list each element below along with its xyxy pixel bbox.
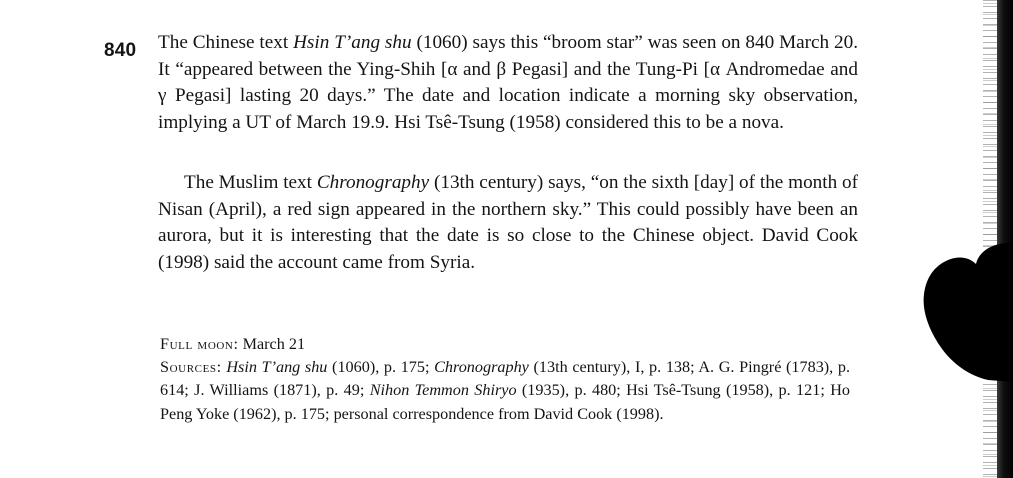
scan-ink-blot: [918, 242, 1013, 382]
sources-title-nihon-temmon-shiryo: Nihon Temmon Shiryo: [369, 381, 517, 400]
sources-text-2: (1060), p. 175;: [327, 358, 435, 376]
sources-title-hsin-tang-shu: Hsin T’ang shu: [226, 358, 328, 376]
scan-edge-speckle: [983, 0, 997, 478]
scan-edge-shadow: [997, 0, 1013, 478]
paragraph-1-text-a: The Chinese text: [158, 32, 294, 53]
paragraph-2-text-b: (13th century) says, “on the sixth [day] of the month of Nisan (April), a red sign appeared in the northern sky.” This could possibly have been an aurora, but it is interesting that the date is so close to the Chinese object. David Cook (1998) said the account came from Syria.: [158, 172, 859, 274]
entry-number: 840: [104, 40, 137, 61]
full-moon-value: March 21: [238, 335, 306, 353]
entry-paragraph-1: [158, 30, 858, 137]
full-moon-note: [160, 333, 850, 356]
full-moon-label: Full moon:: [160, 335, 239, 353]
sources-text-4: (1935), p. 480; Hsi Tsê-Tsung (1958), p. 121; Ho Peng Yoke (1962), p. 175; personal correspondence from David Cook (1998).: [160, 381, 850, 423]
sources-note: [160, 356, 850, 426]
paragraph-1-text-b: (1060) says this “broom star” was seen on 840 March 20. It “appeared between the Ying-Shih [α and β Pegasi] and the Tung-Pi [α Andromedae and γ Pegasi] lasting 20 days.” The date and location indicate a morning sky observation, implying a UT of March 19.9. Hsi Tsê-Tsung (1958) considered this to be a nova.: [158, 32, 859, 134]
sources-title-chronography: Chronography: [434, 358, 529, 376]
paragraph-2-text-a: The Muslim text: [184, 172, 317, 193]
paragraph-2-title-chronography: Chronography: [316, 172, 430, 193]
paragraph-1-title-hsin-tang-shu: Hsin T’ang shu: [293, 32, 412, 53]
entry-paragraph-2: [158, 170, 858, 277]
sources-label: Sources:: [160, 358, 222, 376]
sources-text-3: (13th century), I, p. 138; A. G. Pingré (1783), p. 614; J. Williams (1871), p. 49;: [160, 358, 851, 400]
